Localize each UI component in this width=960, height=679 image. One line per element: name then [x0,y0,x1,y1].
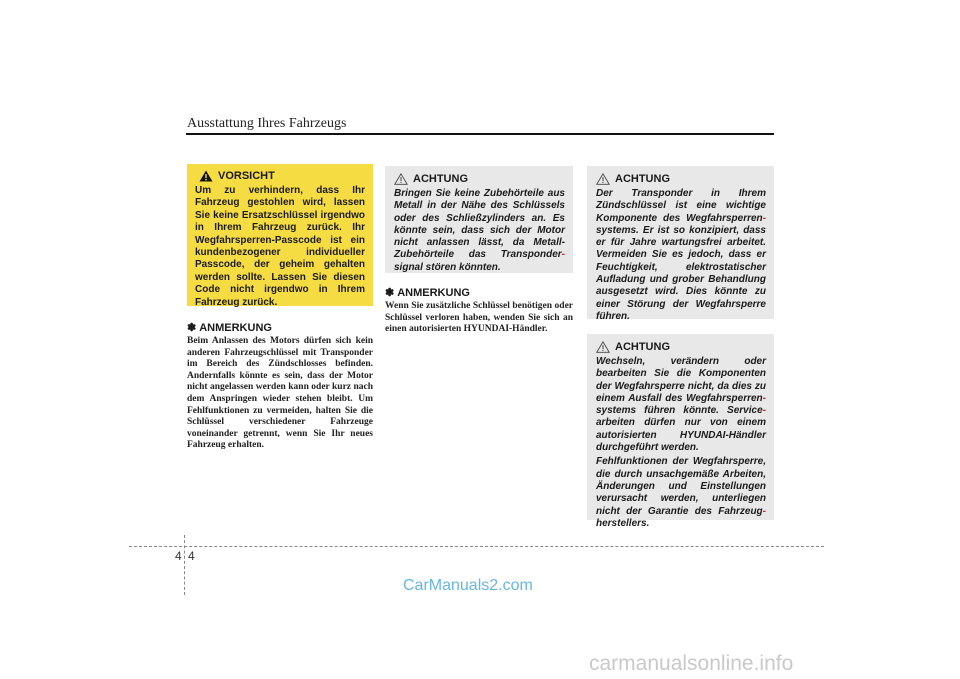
header-rule [186,133,774,135]
achtung-metall-heading [394,173,565,185]
warning-outline-icon [596,341,610,353]
hyphen-mark: - [762,392,766,404]
note-anlassen-title: ANMERKUNG [199,321,272,334]
achtung-wegfahrsperre-title: ACHTUNG [615,341,670,353]
note-schluessel-heading [385,286,573,299]
hyphen-mark: - [762,405,766,417]
watermark-carmanualsonline: carmanualsonline.info [589,652,794,675]
page-number: 4 [188,549,195,563]
achtung-wegfahrsperre-text-2: Fehlfunktionen der Wegfahrsperre, die durch unsachgemäße Arbeiten, Änderungen und Einstellungen verursacht werden, unterliegen nicht der Garantie des Fahrzeug- herstellers. [596,456,766,529]
vorsicht-box [187,164,373,306]
note-schluessel-text: Wenn Sie zusätzliche Schlüssel benötigen oder Schlüssel verloren haben, wenden Sie sich an einen autorisierten HYUNDAI-Händler. [385,301,573,335]
chapter-number: 4 [175,549,182,563]
hyphen-mark: - [762,505,766,517]
achtung-metall-text: Bringen Sie keine Zubehörteile aus Metall in der Nähe des Schlüssels oder des Schließzylinders an. Es könnte sein, dass sich der Motor nicht anlassen lässt, da Metall-Zubehörteile das Transponder- signal stören könnten. [394,188,565,273]
achtung-wegfahrsperre-text-1: Wechseln, verändern oder bearbeiten Sie die Komponenten der Wegfahrsperre nicht, da dies zu einem Ausfall des Wegfahrsperren- systems führen könnte. Service- arbeiten dürfen nur von einem autorisierten HYUNDAI-Händler durchgeführt werden. [596,356,766,454]
achtung-box-transponder [587,166,774,322]
footer-divider [184,535,185,595]
footer-rule [129,546,824,547]
note-anlassen-text: Beim Anlassen des Motors dürfen sich kein anderen Fahrzeugschlüssel mit Transponder im Bereich des Zündschlosses befinden. Andernfalls könnte es sein, dass der Motor nicht angelassen werden kann oder kurz nach dem Anspringen wieder stehen bleibt. Um Fehlfunktionen zu vermeiden, halten Sie die Schlüssel verschiedener Fahrzeuge voneinander getrennt, wenn Sie Ihr neues Fahrzeug erhalten. [187,336,373,451]
warning-outline-icon [596,173,610,185]
achtung-transponder-title: ACHTUNG [615,173,670,185]
vorsicht-title: VORSICHT [218,170,275,182]
watermark-carmanuals2: CarManuals2.com [403,577,533,594]
note-anlassen-heading [187,321,373,334]
note-anlassen [187,321,373,452]
vorsicht-text: Um zu verhindern, dass Ihr Fahrzeug gestohlen wird, lassen Sie keine Ersatzschlüssel irgendwo in Ihrem Fahrzeug zurück. Ihr Wegfahrsperren-Passcode ist ein kundenbezogener individueller Passcode, der geheim gehalten werden sollte. Lassen Sie diesen Code nicht irgendwo in Ihrem Fahrzeug zurück. [195,185,365,308]
asterisk-icon: ✽ [385,287,395,299]
note-schluessel [385,286,573,336]
achtung-transponder-text: Der Transponder in Ihrem Zündschlüssel ist eine wichtige Komponente des Wegfahrsperren- systems. Er ist so konzipiert, dass er für Jahre wartungsfrei arbeitet. Vermeiden Sie es jedoch, dass er Feuchtigkeit, elektrostatischer Aufladung und grober Behandlung ausgesetzt wird. Dies könnte zu einer Störung der Wegfahrsperre führen. [596,188,766,322]
note-schluessel-title: ANMERKUNG [397,286,470,299]
warning-outline-icon [394,173,408,185]
achtung-box-metall [385,166,573,273]
achtung-box-wegfahrsperre [587,334,774,529]
asterisk-icon: ✽ [187,322,197,334]
achtung-metall-title: ACHTUNG [413,173,468,185]
hyphen-mark: - [561,249,565,261]
achtung-wegfahrsperre-heading [596,341,766,353]
warning-filled-icon [199,170,213,182]
vorsicht-heading [195,170,365,182]
achtung-transponder-heading [596,173,766,185]
page-header-title: Ausstattung Ihres Fahrzeugs [187,116,347,131]
hyphen-mark: - [762,212,766,224]
